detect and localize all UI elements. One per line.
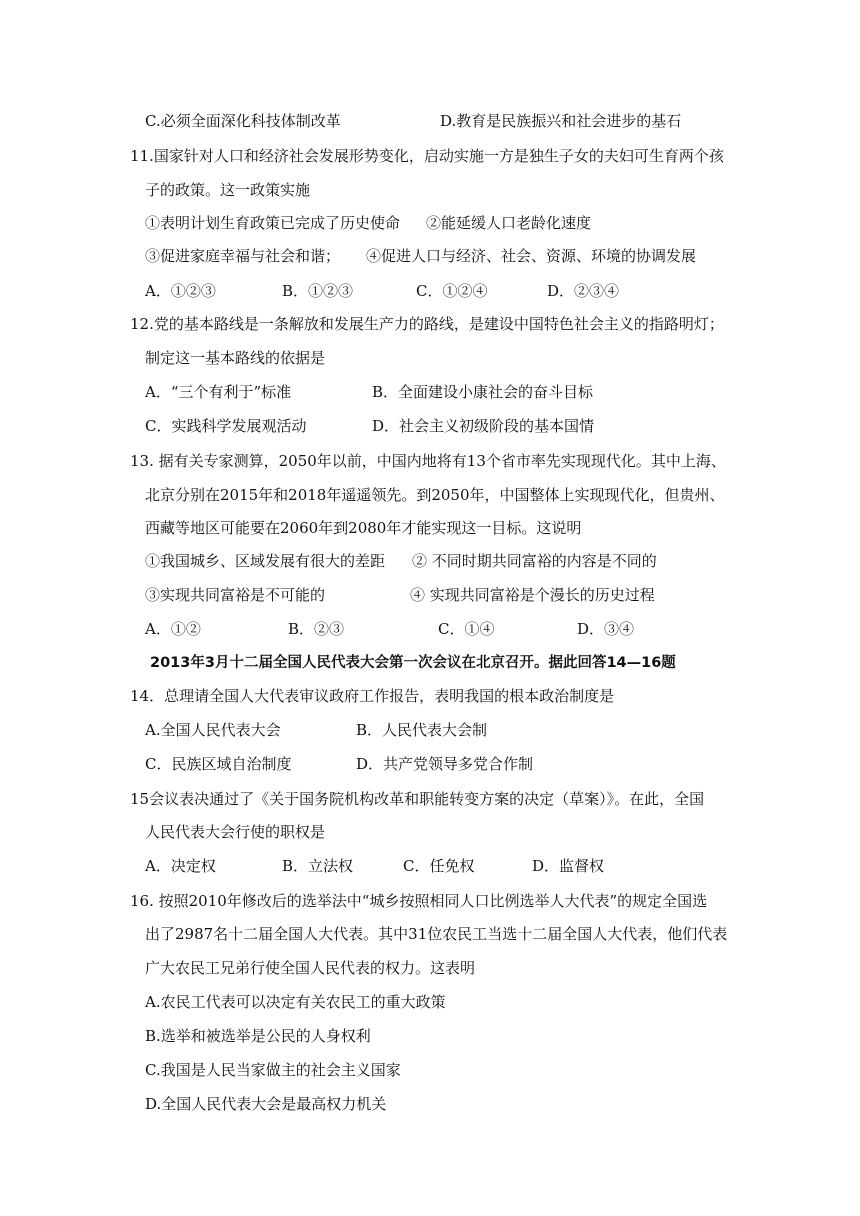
- q14-option-b: B．人民代表大会制: [356, 721, 488, 739]
- q13-option-c: C．①④: [438, 620, 495, 638]
- q16-stem-line1: 16. 按照2010年修改后的选举法中“城乡按照相同人口比例选举人大代表”的规定全国选: [130, 892, 708, 910]
- q10-option-d: D.教育是民族振兴和社会进步的基石: [440, 112, 682, 130]
- q11-statement-4: ④促进人口与经济、社会、资源、环境的协调发展: [366, 247, 697, 265]
- q16-option-b: B.选举和被选举是公民的人身权利: [145, 1027, 371, 1045]
- q11-option-a: A．①②③: [145, 282, 216, 300]
- q12-stem-line1: 12.党的基本路线是一条解放和发展生产力的路线，是建设中国特色社会主义的指路明灯；: [130, 315, 724, 333]
- q11-statement-3: ③促进家庭幸福与社会和谐；: [145, 247, 341, 265]
- q15-option-a: A．决定权: [145, 857, 216, 875]
- q13-stem-line1: 13. 据有关专家测算，2050年以前，中国内地将有13个省市率先实现现代化。其中上海、: [130, 452, 726, 470]
- q13-statement-2: ② 不同时期共同富裕的内容是不同的: [412, 552, 657, 570]
- q16-option-c: C.我国是人民当家做主的社会主义国家: [145, 1061, 401, 1079]
- q13-stem-line2: 北京分别在2015年和2018年遥遥领先。到2050年，中国整体上实现现代化，但贵州、: [145, 486, 725, 504]
- q11-stem-line2: 子的政策。这一政策实施: [145, 181, 311, 199]
- q12-option-b: B．全面建设小康社会的奋斗目标: [372, 383, 594, 401]
- q15-option-b: B．立法权: [282, 857, 354, 875]
- q12-stem-line2: 制定这一基本路线的依据是: [145, 349, 326, 367]
- q14-option-c: C．民族区域自治制度: [145, 755, 292, 773]
- q15-stem-line1: 15会议表决通过了《关于国务院机构改革和职能转变方案的决定（草案）》。在此，全国: [130, 790, 705, 808]
- q11-statement-2: ②能延缓人口老龄化速度: [426, 214, 592, 232]
- q10-option-c: C.必须全面深化科技体制改革: [145, 112, 341, 130]
- q13-option-a: A．①②: [145, 620, 201, 638]
- q14-option-d: D．共产党领导多党合作制: [356, 755, 534, 773]
- q16-option-d: D.全国人民代表大会是最高权力机关: [145, 1095, 387, 1113]
- q11-stem-line1: 11.国家针对人口和经济社会发展形势变化，启动实施一方是独生子女的夫妇可生育两个孩: [130, 147, 724, 165]
- q12-option-c: C．实践科学发展观活动: [145, 417, 307, 435]
- q14-stem: 14．总理请全国人大代表审议政府工作报告，表明我国的根本政治制度是: [130, 687, 615, 705]
- q11-option-c: C．①②④: [416, 282, 488, 300]
- q15-option-c: C．任免权: [403, 857, 475, 875]
- q13-statement-3: ③实现共同富裕是不可能的: [145, 586, 326, 604]
- q11-statement-1: ①表明计划生育政策已完成了历史使命: [145, 214, 401, 232]
- q16-stem-line3: 广大农民工兄弟行使全国人民代表的权力。这表明: [145, 959, 476, 977]
- q16-option-a: A.农民工代表可以决定有关农民工的重大政策: [145, 993, 446, 1011]
- q13-statement-4: ④ 实现共同富裕是个漫长的历史过程: [410, 586, 655, 604]
- q11-option-d: D．②③④: [547, 282, 620, 300]
- q15-option-d: D．监督权: [532, 857, 605, 875]
- q16-stem-line2: 出了2987名十二届全国人大代表。其中31位农民工当选十二届全国人大代表，他们代表: [145, 925, 728, 943]
- material-heading: 2013年3月十二届全国人民代表大会第一次会议在北京召开。据此回答14—16题: [150, 655, 676, 671]
- q13-option-d: D．③④: [577, 620, 635, 638]
- q12-option-a: A．“三个有利于”标准: [145, 383, 292, 401]
- q12-option-d: D．社会主义初级阶段的基本国情: [372, 417, 595, 435]
- q13-stem-line3: 西藏等地区可能要在2060年到2080年才能实现这一目标。这说明: [145, 519, 582, 537]
- q14-option-a: A.全国人民代表大会: [145, 721, 281, 739]
- q13-statement-1: ①我国城乡、区域发展有很大的差距: [145, 552, 386, 570]
- q11-option-b: B．①②③: [282, 282, 354, 300]
- q15-stem-line2: 人民代表大会行使的职权是: [145, 823, 326, 841]
- q13-option-b: B．②③: [288, 620, 345, 638]
